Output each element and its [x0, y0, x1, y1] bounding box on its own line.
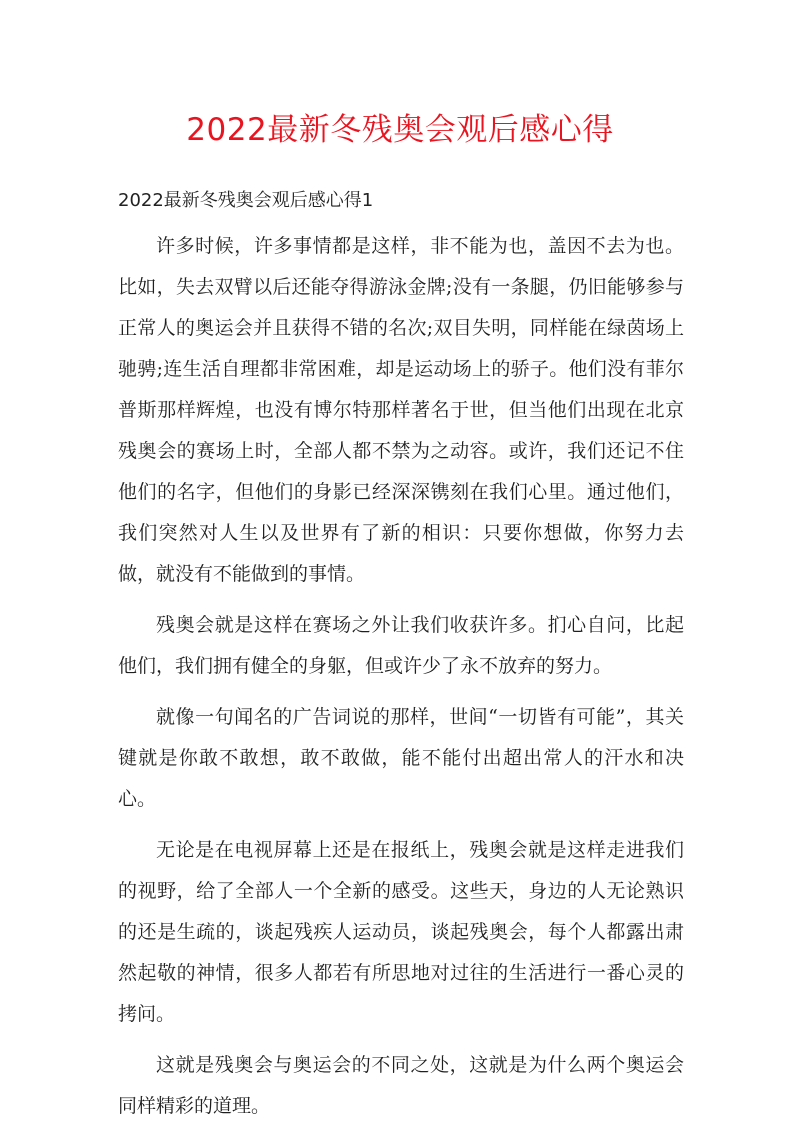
paragraph: 许多时候，许多事情都是这样，非不能为也，盖因不去为也。比如，失去双臂以后还能夺得游泳金牌;没有一条腿，仍旧能够参与正常人的奥运会并且获得不错的名次;双目失明，同样能在绿茵场上驰骋;连生活自理都非常困难，却是运动场上的骄子。他们没有菲尔普斯那样辉煌，也没有博尔特那样著名于世，但当他们出现在北京残奥会的赛场上时，全部人都不禁为之动容。或许，我们还记不住他们的名字，但他们的身影已经深深镌刻在我们心里。通过他们，我们突然对人生以及世界有了新的相识：只要你想做，你努力去做，就没有不能做到的事情。 [118, 235, 684, 585]
document-title: 2022最新冬残奥会观后感心得 [186, 112, 614, 148]
paragraph: 无论是在电视屏幕上还是在报纸上，残奥会就是这样走进我们的视野，给了全部人一个全新的感受。这些天，身边的人无论熟识的还是生疏的，谈起残疾人运动员，谈起残奥会，每个人都露出肃然起敬的神情，很多人都若有所思地对过往的生活进行一番心灵的拷问。 [118, 839, 684, 1025]
paragraph: 残奥会就是这样在赛场之外让我们收获许多。扪心自问，比起他们，我们拥有健全的身躯，但或许少了永不放弃的努力。 [118, 614, 684, 677]
paragraph: 这就是残奥会与奥运会的不同之处，这就是为什么两个奥运会同样精彩的道理。 [118, 1054, 684, 1117]
paragraph: 就像一句闻名的广告词说的那样，世间“一切皆有可能”，其关键就是你敢不敢想，敢不敢做，能不能付出超出常人的汗水和决心。 [118, 706, 684, 810]
section-heading: 2022最新冬残奥会观后感心得1 [118, 190, 374, 211]
document-body [118, 226, 684, 1127]
